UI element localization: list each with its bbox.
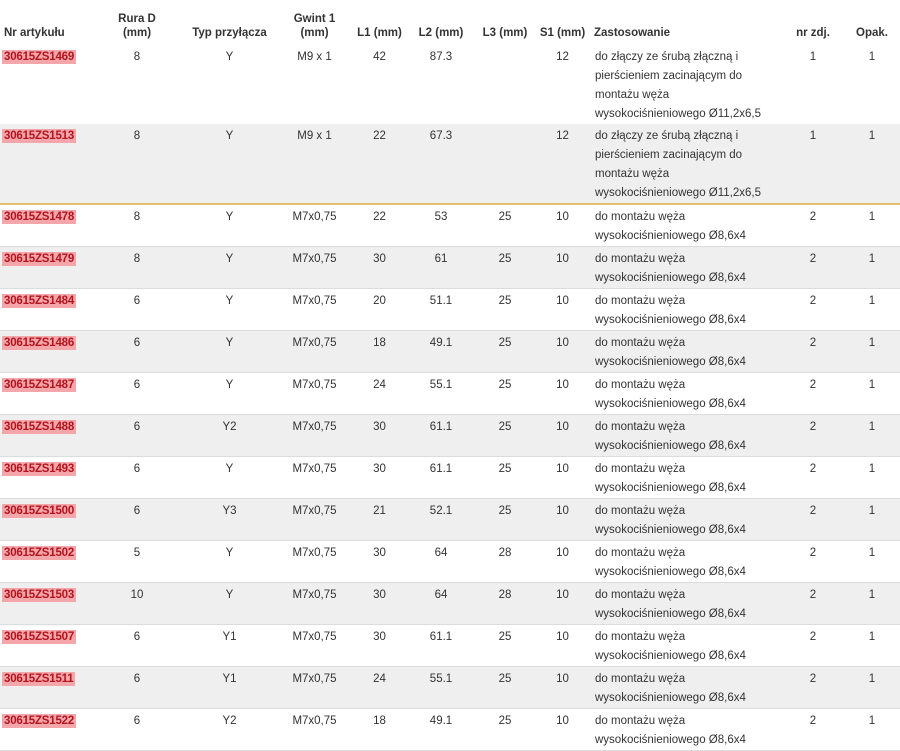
photo-number-cell: 2 — [782, 583, 844, 625]
article-number-cell[interactable] — [0, 124, 92, 204]
l2-cell: 51.1 — [407, 289, 475, 331]
application-cell: do montażu węża wysokociśnieniowego Ø8,6x4 — [590, 204, 782, 247]
s1-cell: 10 — [535, 709, 590, 751]
application-cell: do złączy ze śrubą złączną i pierścieniem zacinającym do montażu węża wysokociśnieniowego Ø11,2x6,5 — [590, 124, 782, 204]
article-number-cell[interactable] — [0, 583, 92, 625]
article-number-cell[interactable] — [0, 373, 92, 415]
s1-cell: 12 — [556, 51, 569, 63]
connection-type-cell: Y3 — [182, 499, 277, 541]
package-cell: 1 — [844, 583, 900, 625]
thread-cell: M7x0,75 — [277, 289, 352, 331]
l2-cell: 87.3 — [429, 51, 453, 63]
thread-cell: M7x0,75 — [277, 373, 352, 415]
l3-cell: 25 — [475, 204, 535, 247]
table-row — [0, 583, 900, 625]
article-number-link[interactable]: 30615ZS1522 — [4, 715, 75, 727]
thread-cell: M7x0,75 — [277, 415, 352, 457]
photo-number-cell: 2 — [782, 457, 844, 499]
package-cell: 1 — [844, 499, 900, 541]
connection-type-cell: Y — [182, 457, 277, 499]
thread-cell: M7x0,75 — [277, 625, 352, 667]
package-cell: 1 — [844, 247, 900, 289]
table-row — [0, 709, 900, 751]
application-cell: do montażu węża wysokociśnieniowego Ø8,6x4 — [590, 415, 782, 457]
connection-type-cell: Y — [182, 289, 277, 331]
l1-cell: 18 — [352, 331, 407, 373]
photo-number-cell: 2 — [782, 373, 844, 415]
article-number-link[interactable]: 30615ZS1469 — [4, 51, 75, 63]
s1-cell: 10 — [535, 415, 590, 457]
article-number-link[interactable]: 30615ZS1502 — [4, 547, 75, 559]
s1-cell: 10 — [535, 667, 590, 709]
table-row — [0, 247, 900, 289]
header-s1: S1 (mm) — [539, 27, 586, 39]
thread-cell: M7x0,75 — [277, 499, 352, 541]
photo-number-cell: 2 — [782, 289, 844, 331]
l1-cell: 24 — [352, 373, 407, 415]
photo-number-cell: 2 — [782, 625, 844, 667]
connection-type-cell: Y — [182, 247, 277, 289]
package-cell: 1 — [844, 667, 900, 709]
package-cell: 1 — [844, 331, 900, 373]
article-number-cell[interactable] — [0, 204, 92, 247]
header-typ-przylacza: Typ przyłącza — [192, 27, 267, 39]
package-cell: 1 — [844, 204, 900, 247]
thread-cell: M7x0,75 — [277, 457, 352, 499]
l1-cell: 30 — [352, 415, 407, 457]
s1-cell: 10 — [535, 457, 590, 499]
package-cell: 1 — [844, 289, 900, 331]
table-row — [0, 204, 900, 247]
l2-cell: 64 — [407, 583, 475, 625]
package-cell: 1 — [844, 541, 900, 583]
table-body — [0, 45, 900, 751]
l2-cell: 61 — [407, 247, 475, 289]
header-l3: L3 (mm) — [482, 27, 528, 39]
pipe-diameter-cell: 6 — [92, 709, 182, 751]
article-number-link[interactable]: 30615ZS1511 — [4, 673, 74, 685]
photo-number-cell: 1 — [782, 124, 844, 204]
photo-number-cell: 2 — [782, 204, 844, 247]
l1-cell: 30 — [352, 541, 407, 583]
thread-cell: M7x0,75 — [277, 541, 352, 583]
article-number-link[interactable]: 30615ZS1503 — [4, 589, 75, 601]
l3-cell: 25 — [475, 667, 535, 709]
article-number-cell[interactable] — [0, 289, 92, 331]
pipe-diameter-cell: 6 — [92, 667, 182, 709]
package-cell: 1 — [844, 457, 900, 499]
l2-cell: 64 — [407, 541, 475, 583]
package-cell: 1 — [844, 124, 900, 204]
s1-cell: 10 — [535, 625, 590, 667]
header-l2: L2 (mm) — [418, 27, 464, 39]
article-number-cell[interactable] — [0, 541, 92, 583]
thread-cell: M7x0,75 — [277, 204, 352, 247]
s1-cell: 10 — [535, 204, 590, 247]
header-nr-artykulu: Nr artykułu — [4, 27, 65, 39]
article-number-link[interactable]: 30615ZS1484 — [4, 295, 75, 307]
article-number-link[interactable]: 30615ZS1488 — [4, 421, 75, 433]
pipe-diameter-cell: 10 — [92, 583, 182, 625]
l3-cell: 25 — [475, 499, 535, 541]
l1-cell: 30 — [352, 583, 407, 625]
pipe-diameter-cell: 6 — [92, 457, 182, 499]
table-row — [0, 541, 900, 583]
article-number-link[interactable]: 30615ZS1507 — [4, 631, 75, 643]
l2-cell: 49.1 — [407, 331, 475, 373]
application-cell: do montażu węża wysokociśnieniowego Ø8,6x4 — [590, 331, 782, 373]
pipe-diameter-cell: 6 — [92, 331, 182, 373]
application-cell: do montażu węża wysokociśnieniowego Ø8,6x4 — [590, 247, 782, 289]
article-number-link[interactable]: 30615ZS1479 — [4, 253, 75, 265]
table-row — [0, 124, 900, 204]
pipe-diameter-cell: 6 — [92, 415, 182, 457]
pipe-diameter-cell: 8 — [92, 124, 182, 204]
connection-type-cell: Y — [182, 373, 277, 415]
application-cell: do montażu węża wysokociśnieniowego Ø8,6x4 — [590, 709, 782, 751]
article-number-cell[interactable] — [0, 667, 92, 709]
table-row — [0, 373, 900, 415]
article-number-cell[interactable] — [0, 499, 92, 541]
l3-cell: 25 — [475, 625, 535, 667]
pipe-diameter-cell: 5 — [92, 541, 182, 583]
l1-cell: 18 — [352, 709, 407, 751]
l2-cell: 52.1 — [407, 499, 475, 541]
article-number-cell[interactable] — [0, 45, 92, 124]
application-cell: do montażu węża wysokociśnieniowego Ø8,6x4 — [590, 625, 782, 667]
l2-cell: 61.1 — [407, 457, 475, 499]
l2-cell: 53 — [407, 204, 475, 247]
connection-type-cell: Y — [182, 124, 277, 204]
connection-type-cell: Y — [182, 204, 277, 247]
thread-cell: M7x0,75 — [277, 247, 352, 289]
l1-cell: 30 — [352, 457, 407, 499]
s1-cell: 10 — [535, 541, 590, 583]
pipe-diameter-cell: 6 — [92, 289, 182, 331]
l1-cell: 30 — [352, 625, 407, 667]
article-number-link[interactable]: 30615ZS1487 — [4, 379, 75, 391]
application-cell: do montażu węża wysokociśnieniowego Ø8,6x4 — [590, 499, 782, 541]
l2-cell: 61.1 — [407, 415, 475, 457]
header-zastosowanie: Zastosowanie — [594, 27, 671, 39]
l2-cell: 49.1 — [407, 709, 475, 751]
pipe-diameter-cell: 6 — [92, 625, 182, 667]
l1-cell: 24 — [352, 667, 407, 709]
photo-number-cell: 1 — [809, 51, 817, 63]
l3-cell — [475, 45, 535, 124]
photo-number-cell: 2 — [782, 415, 844, 457]
pipe-diameter-cell: 8 — [92, 204, 182, 247]
connection-type-cell: Y — [225, 51, 234, 63]
application-cell: do montażu węża wysokociśnieniowego Ø8,6x4 — [590, 457, 782, 499]
connection-type-cell: Y2 — [182, 709, 277, 751]
application-cell: do montażu węża wysokociśnieniowego Ø8,6x4 — [590, 541, 782, 583]
article-number-link[interactable]: 30615ZS1500 — [4, 505, 75, 517]
pipe-diameter-cell: 8 — [133, 51, 141, 63]
application-cell: do montażu węża wysokociśnieniowego Ø8,6x4 — [590, 667, 782, 709]
application-cell: do montażu węża wysokociśnieniowego Ø8,6x4 — [590, 373, 782, 415]
pipe-diameter-cell: 6 — [92, 499, 182, 541]
package-cell: 1 — [868, 51, 876, 63]
s1-cell: 10 — [535, 373, 590, 415]
application-cell: do montażu węża wysokociśnieniowego Ø8,6x4 — [590, 289, 782, 331]
connection-type-cell: Y — [182, 331, 277, 373]
thread-cell: M7x0,75 — [277, 667, 352, 709]
thread-cell: M7x0,75 — [277, 583, 352, 625]
l1-cell: 42 — [373, 51, 386, 63]
header-l1: L1 (mm) — [357, 27, 402, 39]
pipe-diameter-cell: 6 — [92, 373, 182, 415]
photo-number-cell: 2 — [782, 667, 844, 709]
table-row — [0, 499, 900, 541]
thread-cell: M9 x 1 — [277, 124, 352, 204]
table-row — [0, 415, 900, 457]
s1-cell: 10 — [535, 247, 590, 289]
package-cell: 1 — [844, 373, 900, 415]
l3-cell: 25 — [475, 331, 535, 373]
l1-cell: 20 — [352, 289, 407, 331]
package-cell: 1 — [844, 415, 900, 457]
table-row — [0, 457, 900, 499]
article-number-link[interactable]: 30615ZS1486 — [4, 337, 75, 349]
connection-type-cell: Y1 — [182, 625, 277, 667]
thread-cell: M7x0,75 — [277, 709, 352, 751]
table-row — [0, 625, 900, 667]
article-number-cell[interactable] — [0, 709, 92, 751]
article-number-link[interactable]: 30615ZS1478 — [4, 211, 75, 223]
l1-cell: 22 — [352, 124, 407, 204]
table-row — [0, 289, 900, 331]
l3-cell: 25 — [475, 373, 535, 415]
header-gwint: Gwint 1 (mm) — [293, 13, 336, 39]
connection-type-cell: Y — [182, 541, 277, 583]
photo-number-cell: 2 — [782, 331, 844, 373]
table-header — [0, 0, 900, 45]
thread-cell: M9 x 1 — [297, 51, 332, 63]
photo-number-cell: 2 — [782, 709, 844, 751]
article-number-cell[interactable] — [0, 625, 92, 667]
table-row — [0, 667, 900, 709]
l3-cell — [475, 124, 535, 204]
article-number-cell[interactable] — [0, 457, 92, 499]
connection-type-cell: Y1 — [182, 667, 277, 709]
article-number-cell[interactable] — [0, 247, 92, 289]
l1-cell: 21 — [352, 499, 407, 541]
package-cell: 1 — [844, 625, 900, 667]
thread-cell: M7x0,75 — [277, 331, 352, 373]
l3-cell: 25 — [475, 415, 535, 457]
header-nr-zdj: nr zdj. — [796, 27, 830, 39]
l3-cell: 25 — [475, 709, 535, 751]
header-rura-d: Rura D (mm) — [118, 13, 156, 39]
application-cell: do złączy ze śrubą złączną i pierścieniem zacinającym do montażu węża wysokociśnieniowego Ø11,2x6,5 — [595, 51, 761, 120]
article-number-link[interactable]: 30615ZS1493 — [4, 463, 75, 475]
application-cell: do montażu węża wysokociśnieniowego Ø8,6x4 — [590, 583, 782, 625]
s1-cell: 10 — [535, 583, 590, 625]
l2-cell: 67.3 — [407, 124, 475, 204]
header-opak: Opak. — [856, 27, 888, 39]
l3-cell: 25 — [475, 247, 535, 289]
article-number-cell[interactable] — [0, 331, 92, 373]
table-row — [0, 45, 900, 124]
l3-cell: 28 — [475, 583, 535, 625]
l1-cell: 22 — [352, 204, 407, 247]
connection-type-cell: Y — [182, 583, 277, 625]
s1-cell: 10 — [535, 499, 590, 541]
l3-cell: 25 — [475, 289, 535, 331]
l1-cell: 30 — [352, 247, 407, 289]
photo-number-cell: 2 — [782, 541, 844, 583]
l2-cell: 61.1 — [407, 625, 475, 667]
connection-type-cell: Y2 — [182, 415, 277, 457]
l2-cell: 55.1 — [407, 667, 475, 709]
photo-number-cell: 2 — [782, 499, 844, 541]
s1-cell: 10 — [535, 289, 590, 331]
table-row — [0, 331, 900, 373]
article-number-link[interactable]: 30615ZS1513 — [4, 130, 75, 142]
photo-number-cell: 2 — [782, 247, 844, 289]
s1-cell: 10 — [535, 331, 590, 373]
pipe-diameter-cell: 8 — [92, 247, 182, 289]
l2-cell: 55.1 — [407, 373, 475, 415]
l3-cell: 25 — [475, 457, 535, 499]
article-number-cell[interactable] — [0, 415, 92, 457]
l3-cell: 28 — [475, 541, 535, 583]
package-cell: 1 — [844, 709, 900, 751]
s1-cell: 12 — [535, 124, 590, 204]
